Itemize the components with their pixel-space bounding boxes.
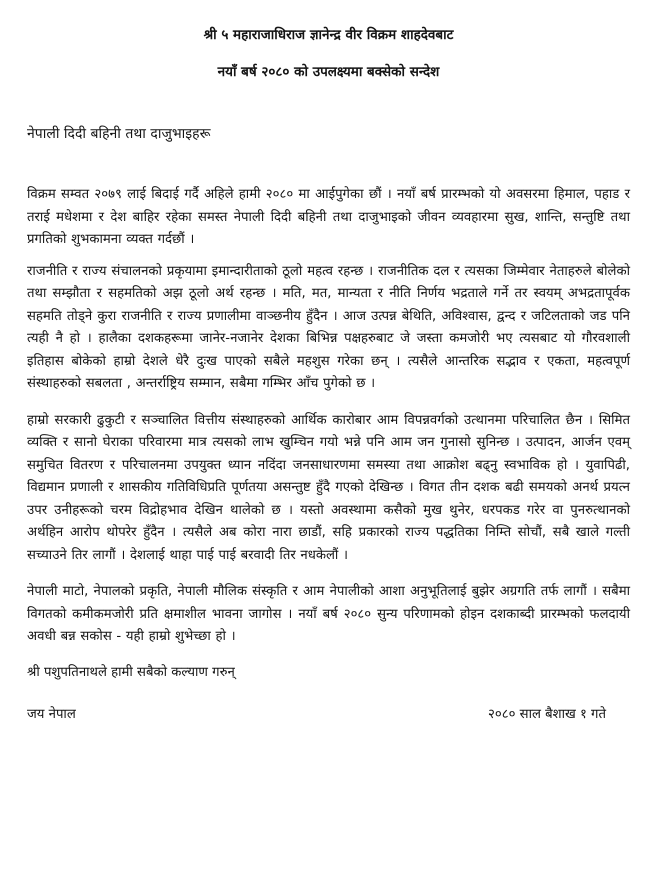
paragraph-1: विक्रम सम्वत २०७९ लाई बिदाई गर्दै अहिले हामी २०८० मा आईपुगेका छौं । नयाँ बर्ष प्रारम्भको यो अवसरमा हिमाल, पहाड र तराई मधेशमा र देश बाहिर रहेका समस्त नेपाली दिदी बहिनी तथा दाजुभाइको जीवन व्यवहारमा सुख, शान्ति, सन्तुष्टि तथा प्रगतिको शुभकामना व्यक्त गर्दछौं । — [27, 187, 630, 247]
signoff-row — [27, 705, 630, 725]
document-title: श्री ५ महाराजाधिराज ज्ञानेन्द्र वीर विक्रम शाहदेवबाट — [203, 27, 454, 43]
paragraph-4: नेपाली माटो, नेपालको प्रकृति, नेपाली मौलिक संस्कृति र आम नेपालीको आशा अनुभूतिलाई बुझेर अग्रगति तर्फ लागौं । सबैमा विगतको कमीकमजोरी प्रति क्षमाशील भावना जागोस । नयाँ बर्ष २०८० सुन्य परिणामको होइन दशकाब्दी प्रारम्भको फलदायी अवधी बन्न सकोस - यही हाम्रो शुभेच्छा हो । — [27, 584, 630, 644]
date-text: २०८० साल बैशाख १ गते — [488, 706, 606, 722]
blessing-line: श्री पशुपतिनाथले हामी सबैको कल्याण गरुन् — [27, 664, 235, 680]
paragraph-2: राजनीति र राज्य संचालनको प्रकृयामा इमान्दारीताको ठूलो महत्व रहन्छ । राजनीतिक दल र त्यसका जिम्मेवार नेताहरुले बोलेको तथा सम्झौता र सहमतिको अझ ठूलो अर्थ रहन्छ । मति, मत, मान्यता र नीति निर्णय भद्रताले गर्ने तर स्वयम् अभद्रतापूर्वक सहमति तोड्ने कुरा राजनीति र राज्य प्रणालीमा वाञ्छनीय हुँदैन । आज उत्पन्न बेथिति, अविश्वास, द्वन्द र जटिलताको जड पनि त्यही नै हो । हालैका दशकहरूमा जानेर-नजानेर देशका बिभिन्न पक्षहरुबाट जे जस्ता कमजोरी भए त्यसबाट यो गौरवशाली इतिहास बोकेको हाम्रो देशले धेरै दुःख पाएको सबैले महशुस गरेका छन् । त्यसैले आन्तरिक सद्भाव र एकता, महत्वपूर्ण संस्थाहरुको सबलता , अन्तर्राष्ट्रिय सम्मान, सबैमा गम्भिर आँच पुगेको छ । — [27, 263, 630, 391]
closing-text: जय नेपाल — [27, 706, 76, 722]
paragraph-3: हाम्रो सरकारी ढुकुटी र सञ्चालित वित्तीय संस्थाहरुको आर्थिक कारोबार आम विपन्नवर्गको उत्थानमा परिचालित छैन । सिमित व्यक्ति र सानो घेराका परिवारमा मात्र त्यसको लाभ खुम्चिन गयो भन्ने पनि आम जन गुनासो सुनिन्छ । उत्पादन, आर्जन एवम् समुचित वितरण र परिचालनमा उपयुक्त ध्यान नदिंदा जनसाधारणमा समस्या तथा आक्रोश बढ्नु स्वभाविक हो । युवापिढी, विद्यमान प्रणाली र शासकीय गतिविधिप्रति पूर्णतया असन्तुष्ट हुँदै गएको देखिन्छ । विगत तीन दशक बढी समयको अनर्थ प्रयत्न उपर उनीहरूको चरम विद्रोहभाव देखिन थालेको छ । यस्तो अवस्थामा कसैको मुख थुनेर, धरपकड गरेर वा पुनरुत्थानको अर्थहिन आरोप थोपरेर हुँदैन । त्यसैले अब कोरा नारा छाडौं, सहि प्रकारको राज्य पद्धतिका निम्ति सोचौं, सबै खाले गल्ती सच्याउने तिर लागौं । देशलाई थाहा पाई पाई बरवादी तिर नधकेलौं । — [27, 412, 630, 563]
salutation: नेपाली दिदी बहिनी तथा दाजुभाइहरू — [27, 126, 211, 142]
document-subtitle: नयाँ बर्ष २०८० को उपलक्ष्यमा बक्सेको सन्देश — [217, 64, 440, 80]
